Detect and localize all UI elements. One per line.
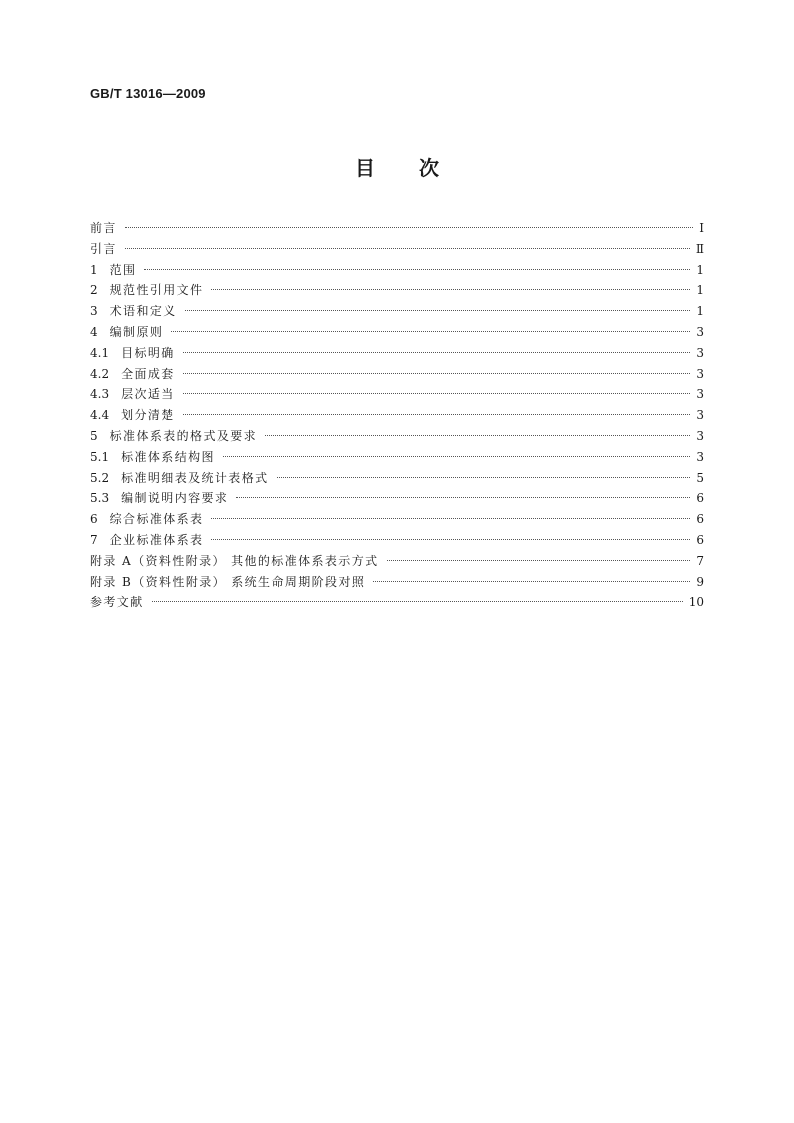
toc-entry-title: 标准明细表及统计表格式 xyxy=(121,470,269,485)
toc-entry-title: 附录 A（资料性附录） 其他的标准体系表示方式 xyxy=(90,553,379,568)
toc-section-number: 5.3 xyxy=(90,491,110,506)
toc-page-number: 5 xyxy=(696,470,704,485)
toc-page-number: 10 xyxy=(688,595,704,610)
toc-page-number: 1 xyxy=(696,304,704,319)
dot-leader xyxy=(236,497,690,498)
toc-page-number: 7 xyxy=(696,553,704,568)
toc-page-number: 6 xyxy=(696,512,704,527)
toc-section-number: 4.4 xyxy=(90,408,110,423)
toc-entry-title: 参考文献 xyxy=(90,595,144,610)
toc-entry[interactable] xyxy=(90,488,704,509)
dot-leader xyxy=(223,456,690,457)
dot-leader xyxy=(125,227,693,228)
toc-section-number: 5.1 xyxy=(90,449,110,464)
dot-leader xyxy=(183,393,691,394)
toc-page-number: 1 xyxy=(696,262,704,277)
toc-page-number: 3 xyxy=(696,428,704,443)
table-of-contents xyxy=(90,218,704,613)
toc-page-number: Ⅰ xyxy=(699,221,704,235)
toc-entry[interactable] xyxy=(90,509,704,530)
toc-section-number: 3 xyxy=(90,304,98,319)
toc-entry-title: 层次适当 xyxy=(121,387,175,402)
toc-entry[interactable] xyxy=(90,239,704,260)
dot-leader xyxy=(211,289,690,290)
toc-entry[interactable] xyxy=(90,322,704,343)
toc-entry[interactable] xyxy=(90,405,704,426)
toc-entry[interactable] xyxy=(90,551,704,572)
toc-entry[interactable] xyxy=(90,572,704,593)
toc-entry[interactable] xyxy=(90,447,704,468)
dot-leader xyxy=(211,518,690,519)
dot-leader xyxy=(277,477,691,478)
toc-entry[interactable] xyxy=(90,592,704,613)
toc-page-number: 6 xyxy=(696,532,704,547)
toc-section-number: 4.2 xyxy=(90,366,110,381)
toc-page-number: 3 xyxy=(696,324,704,339)
toc-entry-title: 企业标准体系表 xyxy=(109,532,204,547)
toc-page-number: 1 xyxy=(696,283,704,298)
dot-leader xyxy=(265,435,690,436)
toc-entry-title: 综合标准体系表 xyxy=(109,512,204,527)
page-title: 目次 xyxy=(355,156,483,180)
toc-entry[interactable] xyxy=(90,468,704,489)
toc-entry[interactable] xyxy=(90,280,704,301)
toc-page-number: 3 xyxy=(696,387,704,402)
toc-entry-title: 目标明确 xyxy=(121,345,175,360)
toc-entry[interactable] xyxy=(90,343,704,364)
toc-page-number: 3 xyxy=(696,366,704,381)
toc-entry[interactable] xyxy=(90,218,704,239)
toc-page-number: 6 xyxy=(696,491,704,506)
toc-entry-title: 标准体系结构图 xyxy=(121,449,215,464)
toc-entry[interactable] xyxy=(90,530,704,551)
dot-leader xyxy=(144,269,690,270)
toc-page-number: 9 xyxy=(696,574,704,589)
dot-leader xyxy=(183,352,691,353)
toc-entry[interactable] xyxy=(90,260,704,281)
toc-entry-title: 规范性引用文件 xyxy=(109,283,204,298)
toc-section-number: 4.1 xyxy=(90,345,110,360)
dot-leader xyxy=(152,601,683,602)
toc-entry-title: 划分清楚 xyxy=(121,408,175,423)
toc-entry-title: 全面成套 xyxy=(121,366,175,381)
toc-section-number: 1 xyxy=(90,262,98,277)
toc-entry-title: 前言 xyxy=(90,221,117,235)
toc-entry-title: 引言 xyxy=(90,241,117,256)
toc-entry-title: 编制说明内容要求 xyxy=(121,491,229,506)
toc-section-number: 5 xyxy=(90,428,98,443)
dot-leader xyxy=(373,581,690,582)
toc-entry[interactable] xyxy=(90,301,704,322)
toc-entry[interactable] xyxy=(90,426,704,447)
dot-leader xyxy=(171,331,690,332)
dot-leader xyxy=(183,414,691,415)
toc-entry-title: 术语和定义 xyxy=(109,304,177,319)
dot-leader xyxy=(183,373,691,374)
toc-page-number: Ⅱ xyxy=(695,241,704,256)
toc-section-number: 4 xyxy=(90,324,98,339)
toc-page-number: 3 xyxy=(696,408,704,423)
toc-entry-title: 范围 xyxy=(109,262,137,277)
toc-section-number: 6 xyxy=(90,512,98,527)
toc-entry[interactable] xyxy=(90,384,704,405)
dot-leader xyxy=(387,560,691,561)
toc-section-number: 2 xyxy=(90,283,98,298)
toc-section-number: 4.3 xyxy=(90,387,110,402)
dot-leader xyxy=(125,248,690,249)
toc-entry[interactable] xyxy=(90,364,704,385)
dot-leader xyxy=(211,539,690,540)
toc-section-number: 5.2 xyxy=(90,470,110,485)
document-code: GB/T 13016—2009 xyxy=(90,86,206,101)
toc-entry-title: 编制原则 xyxy=(109,324,164,339)
toc-page-number: 3 xyxy=(696,345,704,360)
toc-page-number: 3 xyxy=(696,449,704,464)
toc-entry-title: 附录 B（资料性附录） 系统生命周期阶段对照 xyxy=(90,574,366,589)
toc-entry-title: 标准体系表的格式及要求 xyxy=(109,428,258,443)
dot-leader xyxy=(185,310,691,311)
toc-section-number: 7 xyxy=(90,532,98,547)
